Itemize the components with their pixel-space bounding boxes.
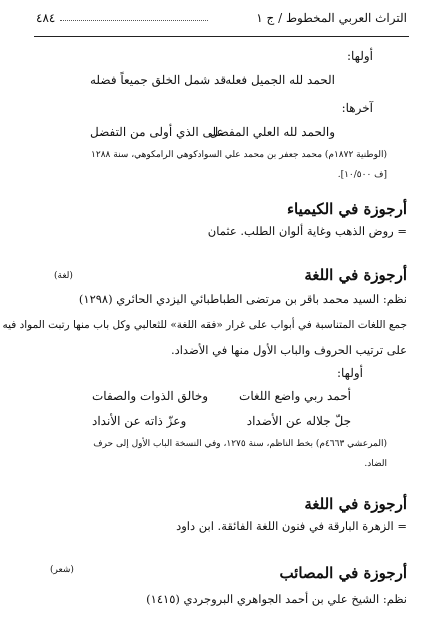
verse-2-right: جلّ جلاله عن الأضداد — [246, 414, 351, 428]
opening-label: أولها: — [336, 366, 363, 380]
description-line-cont: على ترتيب الحروف والباب الأول منها في الأضداد. — [170, 343, 407, 357]
page-number: ٤٨٤ — [36, 11, 56, 25]
author-line: نظم: السيد محمد باقر بن مرتضى الطباطبائي اليزدي الحائري (١٢٩٨) — [78, 292, 407, 306]
entry-title: أرجوزة في اللغة — [304, 266, 407, 284]
last-verse-left: على الذي أولى من التفضل — [90, 125, 224, 139]
entry-title: أرجوزة في المصائب — [279, 564, 407, 582]
header-leader-dots — [60, 20, 208, 21]
first-verse-left: قد شمل الخلق جميعاً فضله — [90, 73, 227, 87]
author-line: نظم: الشيخ علي بن أحمد الجواهري البروجردي (١٤١٥) — [146, 592, 407, 606]
subject-tag: (لغة) — [54, 271, 73, 281]
manuscript-note-cont: [ف ١٠/٥٠٠]. — [337, 170, 387, 180]
manuscript-note: (المرعشي ٤٦٦٣م) بخط الناظم، سنة ١٢٧٥، وفي النسخة الباب الأول إلى حرف — [93, 439, 387, 449]
verse-1-left: وخالق الذوات والصفات — [92, 389, 209, 403]
last-verse-right: والحمد لله العلي المفضل — [209, 125, 335, 139]
page-title: التراث العربي المخطوط / ج ١ — [256, 11, 407, 25]
opening-label: أولها: — [346, 49, 373, 63]
first-verse-right: الحمد لله الجميل فعله — [225, 73, 335, 87]
verse-2-left: وعزّ ذاته عن الأنداد — [92, 414, 187, 428]
verse-1-right: أحمد ربي واضع اللغات — [239, 389, 351, 403]
closing-label: آخرها: — [341, 101, 373, 115]
subject-tag: (شعر) — [50, 565, 74, 575]
header-rule — [34, 36, 409, 37]
manuscript-note-cont: الضاد. — [364, 459, 387, 469]
cross-reference: = روض الذهب وغاية ألوان الطلب. عثمان — [207, 224, 407, 238]
description-line: جمع اللغات المتناسبة في أبواب على غرار «فقه اللغة» للثعالبي وكل باب منها رتبت المواد فيه — [2, 319, 407, 331]
entry-title: أرجوزة في الكيمياء — [286, 200, 407, 218]
entry-title: أرجوزة في اللغة — [304, 495, 407, 513]
cross-reference: = الزهرة البارقة في فنون اللغة الفائقة. ابن داود — [176, 519, 407, 533]
manuscript-note: (الوطنية ١٨٧٢م) محمد جعفر بن محمد علي السوادكوهي الرامكوهي، سنة ١٢٨٨ — [91, 150, 387, 160]
